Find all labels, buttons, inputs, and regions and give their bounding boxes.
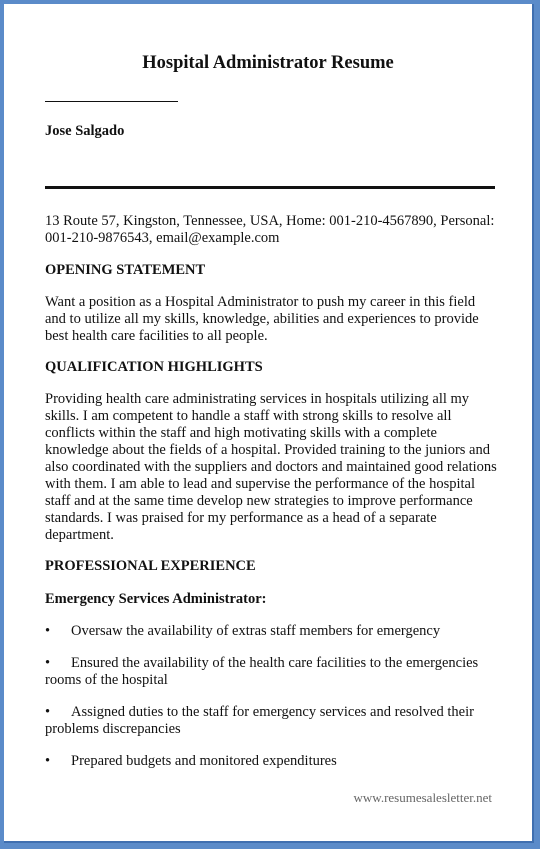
bullet-icon: • [45,655,51,671]
list-item [45,753,497,770]
list-item-text: Oversaw the availability of extras staff members for emergency [71,623,441,639]
list-item-text: Prepared budgets and monitored expenditures [71,753,337,769]
list-item [45,623,497,640]
opening-heading: OPENING STATEMENT [45,262,206,278]
list-item [45,704,497,738]
footer-url: www.resumesalesletter.net [353,790,492,805]
contact-info: 13 Route 57, Kingston, Tennessee, USA, Home: 001-210-4567890, Personal: 001-210-9876543, email@example.com [45,213,495,246]
qualifications-text: Providing health care administrating services in hospitals utilizing all my skills. I am competent to handle a staff with strong skills to resolve all conflicts within the staff and high motivating skills with a complete knowledge about the fields of a hospital. Provided training to the juniors and also coordinated with the suppliers and doctors and maintained good relations with them. I am able to lead and supervise the performance of the hospital staff and at the same time develop new strategies to improve performance standards. I was praised for my performance as a head of a separate department. [45,391,497,543]
list-item-text: Ensured the availability of the health care facilities to the emergencies rooms of the hospital [45,655,479,688]
list-item-text: Assigned duties to the staff for emergency services and resolved their problems discrepancies [45,704,474,737]
experience-heading: PROFESSIONAL EXPERIENCE [45,558,256,574]
list-item [45,655,497,689]
opening-text: Want a position as a Hospital Administrator to push my career in this field and to utilize all my skills, knowledge, abilities and experiences to provide best health care facilities to all people. [45,294,479,344]
candidate-name: Jose Salgado [45,123,125,139]
bullet-icon: • [45,623,51,639]
job-title: Emergency Services Administrator: [45,591,267,607]
short-divider [45,101,178,102]
bullet-icon: • [45,753,51,769]
page-title: Hospital Administrator Resume [142,53,394,73]
qualifications-heading: QUALIFICATION HIGHLIGHTS [45,359,263,375]
bullet-icon: • [45,704,51,720]
thick-divider [45,186,495,189]
resume-page [4,4,534,843]
